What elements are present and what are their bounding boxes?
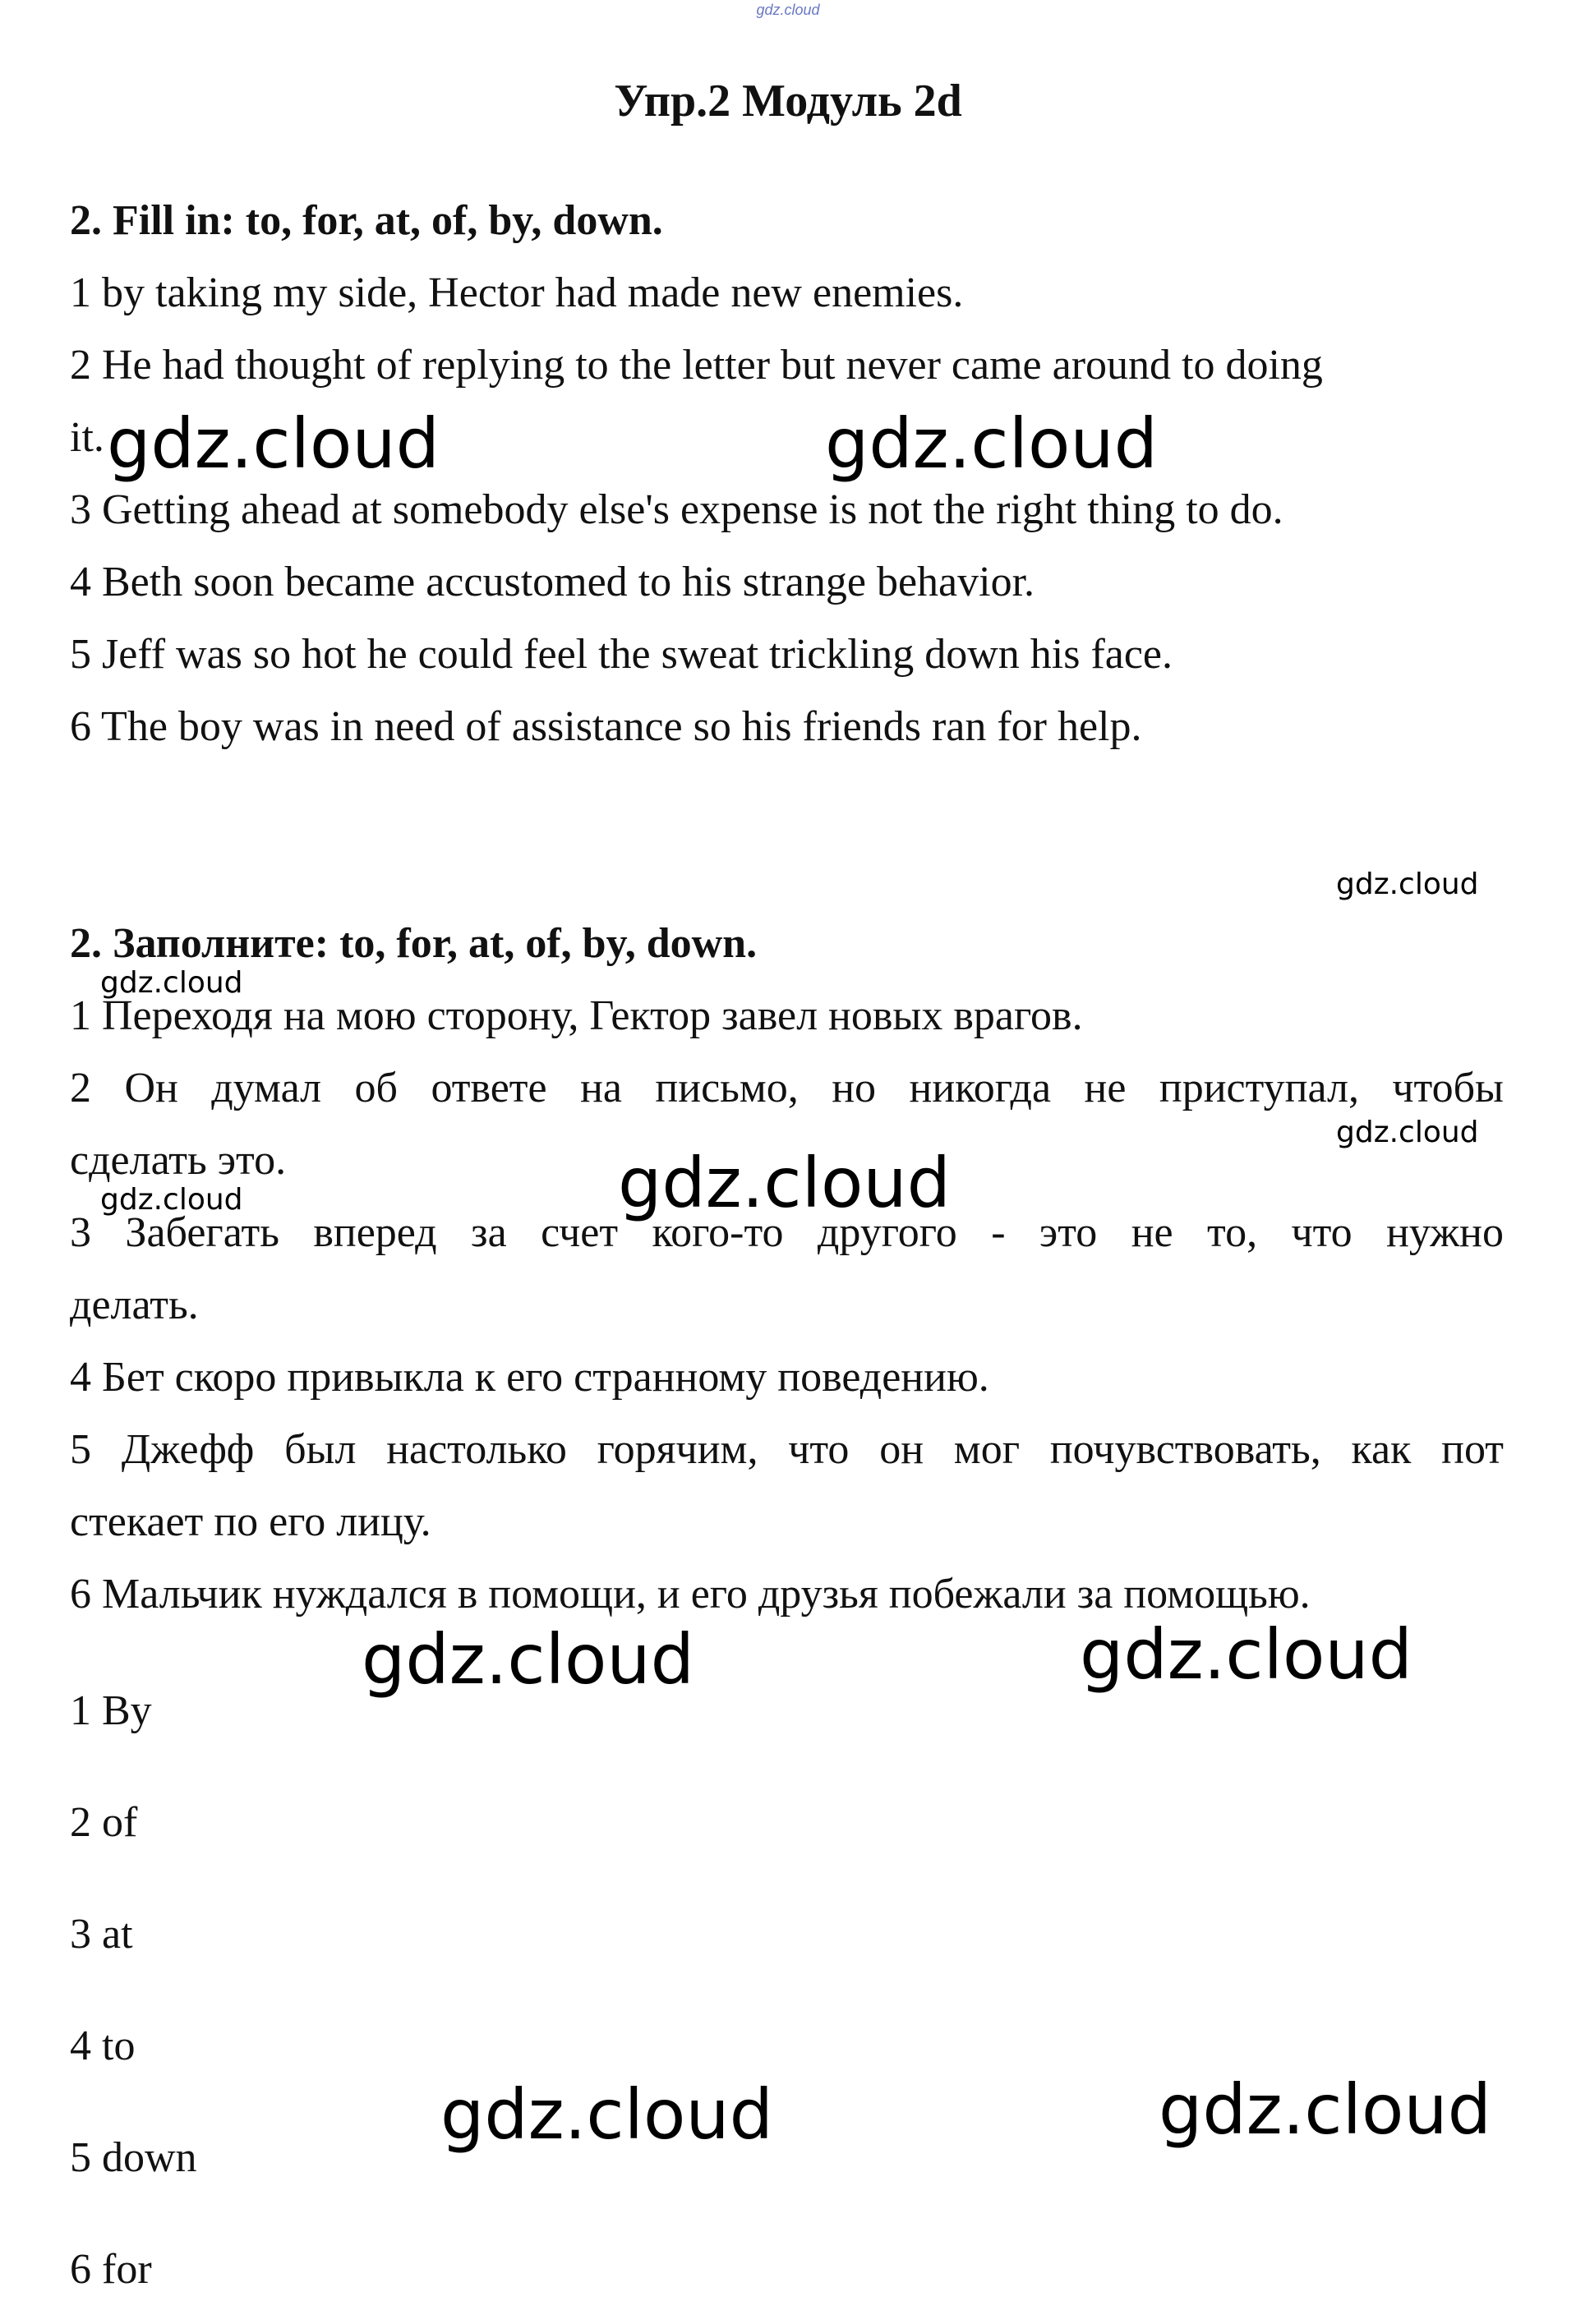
page-title: Упр.2 Модуль 2d — [614, 76, 962, 127]
english-line-6: 6 The boy was in need of assistance so his friends ran for help. — [70, 703, 1142, 750]
russian-line-3-continued: делать. — [70, 1282, 199, 1328]
english-line-5: 5 Jeff was so hot he could feel the sweat trickling down his face. — [70, 631, 1173, 678]
watermark: gdz.cloud — [1159, 2069, 1491, 2150]
english-line-2: 2 He had thought of replying to the letter but never came around to doing — [70, 342, 1323, 389]
english-line-3: 3 Getting ahead at somebody else's expense is not the right thing to do. — [70, 486, 1283, 533]
russian-line-5-continued: стекает по его лицу. — [70, 1498, 431, 1545]
watermark-small: gdz.cloud — [1336, 1116, 1479, 1149]
answer-1: 1 By — [70, 1687, 152, 1734]
english-line-2-continued: it. — [70, 414, 104, 461]
watermark: gdz.cloud — [825, 403, 1158, 484]
answer-5: 5 down — [70, 2134, 197, 2181]
watermark: gdz.cloud — [618, 1143, 951, 1223]
watermark: gdz.cloud — [107, 403, 440, 484]
russian-heading: 2. Заполните: to, for, at, of, by, down. — [70, 920, 758, 967]
watermark-small: gdz.cloud — [100, 1183, 243, 1217]
watermark-small: gdz.cloud — [100, 966, 243, 1000]
watermark: gdz.cloud — [440, 2074, 773, 2155]
russian-line-6: 6 Мальчик нуждался в помощи, и его друзья побежали за помощью. — [70, 1571, 1311, 1618]
english-line-4: 4 Beth soon became accustomed to his strange behavior. — [70, 559, 1035, 605]
watermark: gdz.cloud — [1080, 1614, 1412, 1695]
russian-line-2: 2 Он думал об ответе на письмо, но никогда не приступал, чтобы — [70, 1065, 1504, 1111]
russian-line-5: 5 Джефф был настолько горячим, что он мог почувствовать, как пот — [70, 1426, 1504, 1473]
russian-line-1: 1 Переходя на мою сторону, Гектор завел новых врагов. — [70, 992, 1083, 1039]
answer-3: 3 at — [70, 1911, 133, 1958]
answer-2: 2 of — [70, 1799, 138, 1846]
russian-line-3: 3 Забегать вперед за счет кого-то другого - это не то, что нужно — [70, 1209, 1504, 1256]
top-watermark: gdz.cloud — [756, 2, 820, 18]
answer-4: 4 to — [70, 2023, 136, 2069]
english-line-1: 1 by taking my side, Hector had made new enemies. — [70, 269, 964, 316]
answer-6: 6 for — [70, 2246, 152, 2293]
russian-line-4: 4 Бет скоро привыкла к его странному поведению. — [70, 1354, 989, 1401]
english-heading: 2. Fill in: to, for, at, of, by, down. — [70, 197, 663, 244]
russian-line-2-continued: сделать это. — [70, 1137, 287, 1184]
watermark-small: gdz.cloud — [1336, 867, 1479, 901]
watermark: gdz.cloud — [362, 1619, 694, 1700]
